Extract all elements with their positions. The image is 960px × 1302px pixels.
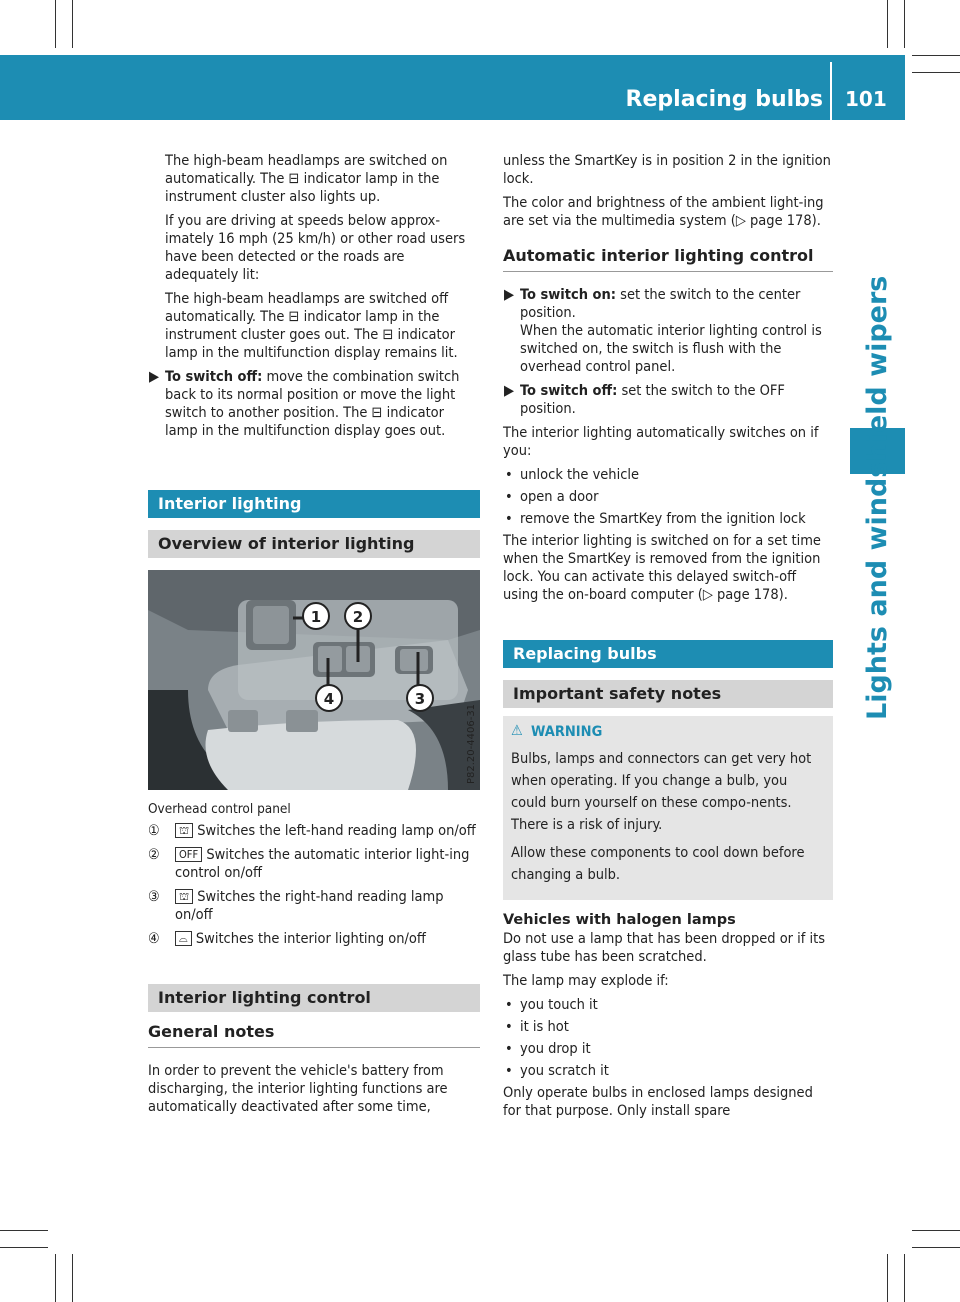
panel-illustration bbox=[148, 570, 480, 790]
crop-mark bbox=[912, 55, 960, 56]
step-label: To switch on: bbox=[520, 287, 617, 303]
bullet-item bbox=[503, 1062, 833, 1080]
bullet-marker: • bbox=[505, 511, 513, 527]
crop-mark bbox=[912, 1230, 960, 1231]
warning-text: Allow these components to cool down before changing a bulb. bbox=[511, 845, 805, 883]
legend-item bbox=[148, 888, 480, 924]
paragraph: The high-beam headlamps are switched on automatically. The ⊟ indicator lamp in the instrument cluster also lights up. bbox=[165, 153, 448, 205]
bullet-text: you scratch it bbox=[520, 1063, 609, 1079]
legend-text: Switches the automatic interior light-ing control on/off bbox=[175, 847, 470, 881]
subsection-heading: Overview of interior lighting bbox=[148, 530, 480, 558]
right-column bbox=[503, 152, 833, 1126]
bullet-marker: • bbox=[505, 1041, 513, 1057]
instruction-step bbox=[503, 382, 833, 418]
callout-4: 4 bbox=[323, 690, 335, 708]
legend-item bbox=[148, 930, 480, 948]
legend-text: Switches the right-hand reading lamp on/off bbox=[175, 889, 444, 923]
legend-item bbox=[148, 822, 480, 840]
paragraph: The color and brightness of the ambient light-ing are set via the multimedia system (▷ page 178). bbox=[503, 195, 824, 229]
left-column bbox=[148, 152, 480, 1122]
step-label: To switch off: bbox=[520, 383, 618, 399]
reading-lamp-icon: ⛫ bbox=[175, 889, 193, 904]
crop-mark bbox=[904, 0, 905, 48]
header-title: Replacing bulbs bbox=[625, 87, 823, 112]
number-marker: ② bbox=[148, 847, 160, 863]
auto-light-off-icon: OFF bbox=[175, 847, 202, 862]
legend-text: Switches the interior lighting on/off bbox=[195, 931, 426, 947]
crop-mark bbox=[72, 1254, 73, 1302]
page-number: 101 bbox=[845, 87, 887, 111]
subsection-heading: Interior lighting control bbox=[148, 984, 480, 1012]
bullet-text: it is hot bbox=[520, 1019, 569, 1035]
bullet-item bbox=[503, 996, 833, 1014]
callout-3: 3 bbox=[414, 690, 426, 708]
paragraph: unless the SmartKey is in position 2 in the ignition lock. bbox=[503, 153, 831, 187]
arrow-icon: ▶ bbox=[504, 287, 515, 303]
bullet-text: you touch it bbox=[520, 997, 598, 1013]
warning-header bbox=[511, 724, 825, 740]
crop-mark bbox=[0, 1247, 48, 1248]
bullet-item bbox=[503, 510, 833, 528]
header-divider bbox=[830, 62, 832, 120]
number-marker: ③ bbox=[148, 889, 160, 905]
step-text: move the combination switch back to its normal position or move the light switch to another position. The ⊟ indicator lamp in the multifunction display goes out. bbox=[165, 369, 460, 439]
paragraph: The high-beam headlamps are switched off automatically. The ⊟ indicator lamp in the instrument cluster goes out. The ⊟ indicator lamp in the multifunction display remains lit. bbox=[165, 291, 458, 361]
step-text: set the switch to the center position. bbox=[520, 287, 801, 321]
step-extra: When the automatic interior lighting control is switched on, the switch is flush with the overhead control panel. bbox=[520, 323, 822, 375]
heading: Automatic interior lighting control bbox=[503, 246, 833, 272]
crop-mark bbox=[55, 1254, 56, 1302]
paragraph: The lamp may explode if: bbox=[503, 973, 669, 989]
warning-title: WARNING bbox=[531, 724, 603, 740]
subsection-heading: Important safety notes bbox=[503, 680, 833, 708]
crop-mark bbox=[887, 0, 888, 48]
bullet-text: remove the SmartKey from the ignition lock bbox=[520, 511, 806, 527]
bullet-marker: • bbox=[505, 1019, 513, 1035]
number-marker: ① bbox=[148, 823, 160, 839]
bullet-text: unlock the vehicle bbox=[520, 467, 640, 483]
crop-mark bbox=[72, 0, 73, 48]
callout-1: 1 bbox=[310, 608, 322, 626]
subheading: Vehicles with halogen lamps bbox=[503, 912, 736, 928]
step-text: set the switch to the OFF position. bbox=[520, 383, 785, 417]
paragraph: Only operate bulbs in enclosed lamps designed for that purpose. Only install spare bbox=[503, 1085, 813, 1119]
crop-mark bbox=[887, 1254, 888, 1302]
bullet-item bbox=[503, 488, 833, 506]
warning-triangle-icon: ⚠ bbox=[511, 723, 523, 739]
number-marker: ④ bbox=[148, 931, 160, 947]
paragraph: Do not use a lamp that has been dropped or if its glass tube has been scratched. bbox=[503, 931, 826, 965]
bullet-text: you drop it bbox=[520, 1041, 591, 1057]
heading: General notes bbox=[148, 1022, 480, 1048]
bullet-item bbox=[503, 466, 833, 484]
legend-text: Switches the left-hand reading lamp on/off bbox=[197, 823, 476, 839]
instruction-step bbox=[148, 368, 480, 440]
overhead-panel-photo bbox=[148, 570, 480, 790]
bullet-marker: • bbox=[505, 1063, 513, 1079]
arrow-icon: ▶ bbox=[504, 383, 515, 399]
bullet-text: open a door bbox=[520, 489, 599, 505]
section-heading: Replacing bulbs bbox=[503, 640, 833, 668]
callout-2: 2 bbox=[352, 608, 364, 626]
section-heading: Interior lighting bbox=[148, 490, 480, 518]
arrow-icon: ▶ bbox=[149, 369, 160, 385]
interior-light-icon: ⌓ bbox=[175, 931, 192, 946]
paragraph: If you are driving at speeds below approx-imately 16 mph (25 km/h) or other road users have been detected or the roads are adequately lit: bbox=[165, 213, 466, 283]
crop-mark bbox=[912, 72, 960, 73]
legend-item bbox=[148, 846, 480, 882]
crop-mark bbox=[912, 1247, 960, 1248]
warning-text: Bulbs, lamps and connectors can get very hot when operating. If you change a bulb, you could burn yourself on these compo-nents. There is a risk of injury. bbox=[511, 751, 812, 833]
paragraph: In order to prevent the vehicle's battery from discharging, the interior lighting functions are automatically deactivated after some time, bbox=[148, 1063, 448, 1115]
bullet-marker: • bbox=[505, 467, 513, 483]
crop-mark bbox=[904, 1254, 905, 1302]
warning-box bbox=[503, 716, 833, 900]
bullet-item bbox=[503, 1018, 833, 1036]
side-tab-label: Lights and windshield wipers bbox=[862, 275, 893, 720]
photo-caption: Overhead control panel bbox=[148, 801, 291, 817]
bullet-marker: • bbox=[505, 489, 513, 505]
paragraph: The interior lighting is switched on for a set time when the SmartKey is removed from the ignition lock. You can activate this delayed switch-off using the on-board computer (▷ page 178). bbox=[503, 533, 821, 603]
crop-mark bbox=[0, 1230, 48, 1231]
reading-lamp-icon: ⛫ bbox=[175, 823, 193, 838]
instruction-step bbox=[503, 286, 833, 376]
paragraph: The interior lighting automatically switches on if you: bbox=[503, 425, 819, 459]
photo-code: P82.20-4406-31 bbox=[466, 703, 477, 784]
step-label: To switch off: bbox=[165, 369, 263, 385]
bullet-item bbox=[503, 1040, 833, 1058]
bullet-marker: • bbox=[505, 997, 513, 1013]
crop-mark bbox=[55, 0, 56, 48]
